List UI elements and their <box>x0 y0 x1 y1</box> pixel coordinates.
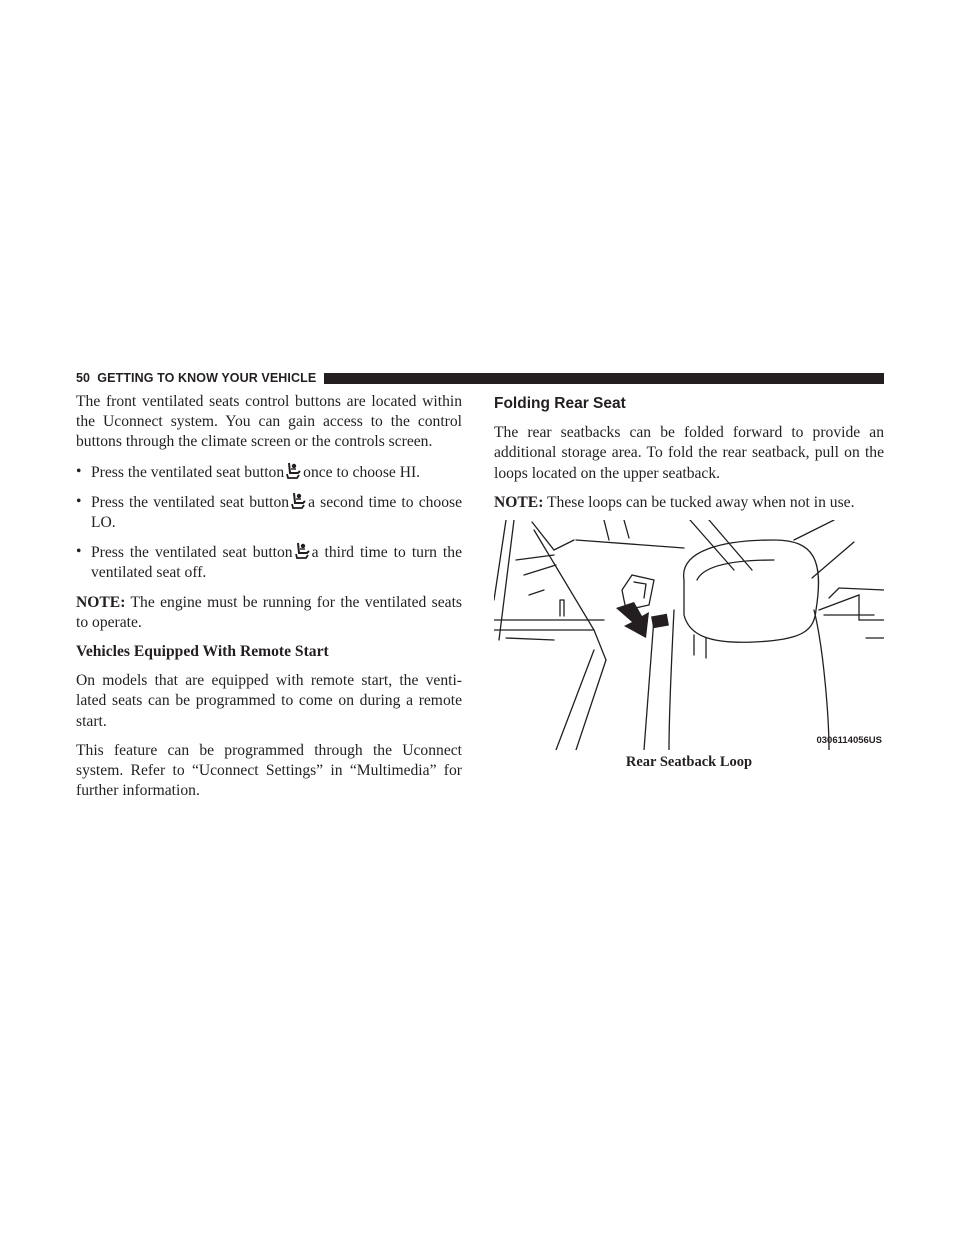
page-header-text <box>76 371 324 385</box>
note-paragraph <box>76 593 462 633</box>
bullet-item-lo: • Press the ventilated seat button a second time to choose LO. <box>76 492 462 532</box>
note-label: NOTE: <box>494 493 544 511</box>
ventilated-seat-icon <box>295 542 310 559</box>
remote-start-subheading: Vehicles Equipped With Remote Start <box>76 643 329 661</box>
page-header <box>76 370 884 386</box>
folding-rear-seat-heading: Folding Rear Seat <box>494 395 626 412</box>
loops-note-paragraph <box>494 493 884 513</box>
ventilated-seat-icon <box>291 492 306 509</box>
uconnect-paragraph: This feature can be programmed through the Uconnect system. Refer to “Uconnect Settings” in “Multimedia” for further information. <box>76 741 462 800</box>
folding-paragraph: The rear seatbacks can be folded forward to provide an additional storage area. To fold the rear seatback, pull on the loops located on the upper seatback. <box>494 424 884 482</box>
note-text: The engine must be running for the ventilated seats to operate. <box>76 593 462 631</box>
bullet-item-hi: • Press the ventilated seat button once to choose HI. <box>76 462 421 481</box>
note-label: NOTE: <box>76 593 126 611</box>
rear-seatback-figure <box>494 520 884 771</box>
right-column <box>494 392 884 522</box>
section-title: GETTING TO KNOW YOUR VEHICLE <box>97 371 317 385</box>
bullet-dot: • <box>76 543 82 561</box>
page-number: 50 <box>76 371 91 385</box>
remote-start-paragraph: On models that are equipped with remote start, the venti-lated seats can be programmed to come on during a remote start. <box>76 672 462 730</box>
note-text: These loops can be tucked away when not in use. <box>547 493 855 511</box>
ventilated-seat-icon <box>286 462 301 479</box>
bullet-dot: • <box>76 492 82 510</box>
bullet-dot: • <box>76 462 82 480</box>
figure-code: 0306114056US <box>816 735 882 746</box>
figure-caption: Rear Seatback Loop <box>625 754 753 770</box>
header-rule <box>324 373 884 384</box>
intro-paragraph: The front ventilated seats control buttons are located within the Uconnect system. You can gain access to the control buttons through the climate screen or the controls screen. <box>76 393 462 451</box>
bullet-item-off: • Press the ventilated seat button a third time to turn the ventilated seat off. <box>76 543 462 582</box>
rear-seatback-illustration <box>494 520 884 750</box>
left-column <box>76 392 462 810</box>
